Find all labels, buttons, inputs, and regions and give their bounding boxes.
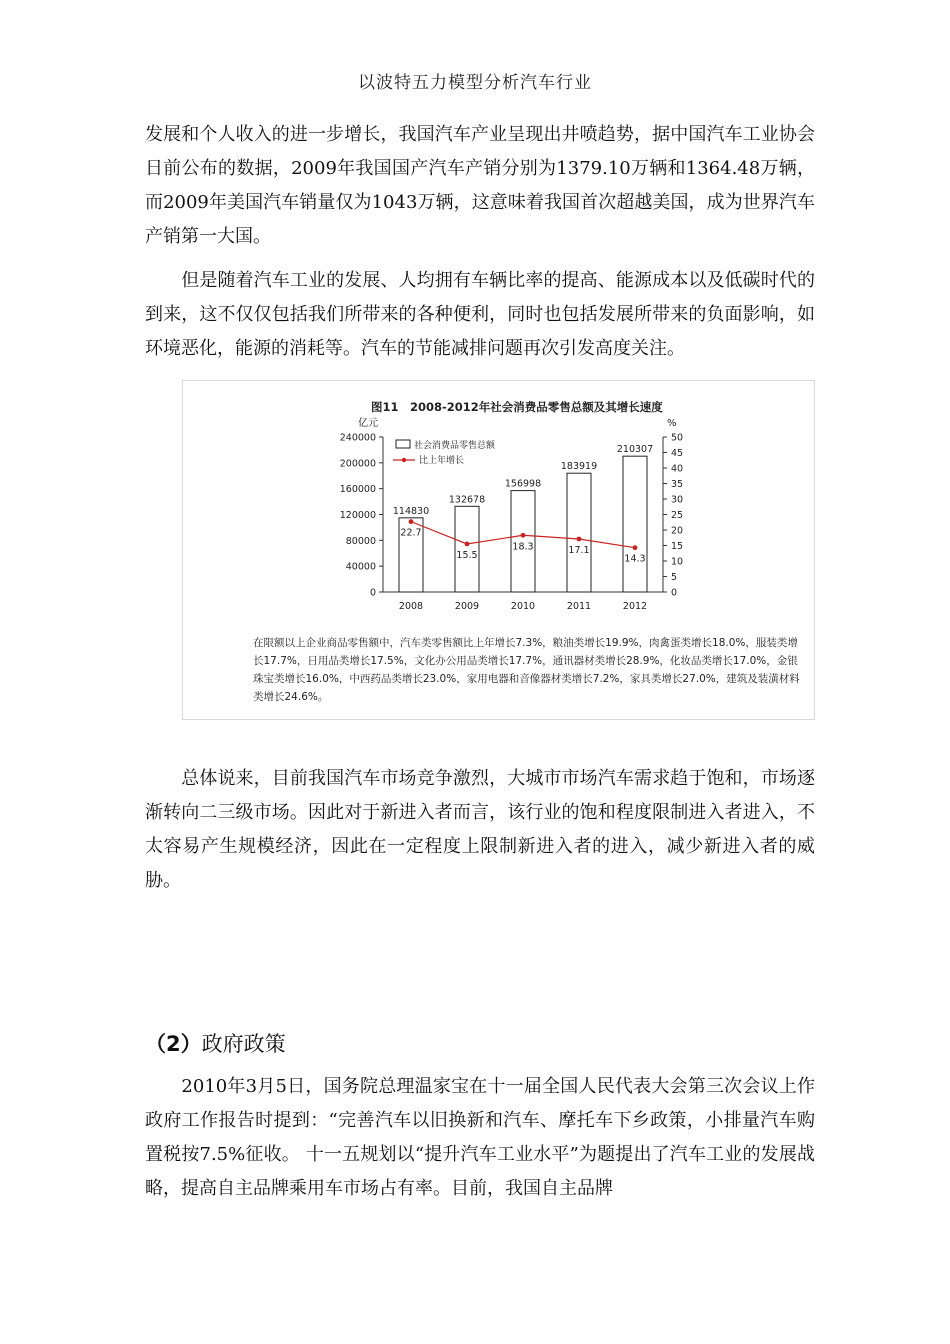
growth-point <box>409 519 414 524</box>
section-heading <box>145 1028 286 1058</box>
section-title: 政府政策 <box>201 1032 286 1056</box>
growth-data-label: 15.5 <box>456 549 478 561</box>
y-tick-label: 80000 <box>345 535 376 547</box>
bar-data-label: 114830 <box>392 505 430 517</box>
y-axis-label: 亿元 <box>358 418 378 429</box>
y-tick-label: 40000 <box>345 561 376 573</box>
section-number: （2） <box>145 1032 202 1056</box>
paragraph-4: 2010年3月5日，国务院总理温家宝在十一届全国人民代表大会第三次会议上作政府工作报告时提到：“完善汽车以旧换新和汽车、摩托车下乡政策，小排量汽车购置税按7.5%征收。 十一五规划以“提升汽车工业水平”为题提出了汽车工业的发展战略，提高自主品牌乘用车市场占有率。目前，我国自主品牌 <box>145 1076 815 1199</box>
chart-note: 在限额以上企业商品零售额中，汽车类零售额比上年增长7.3%，粮油类增长19.9%，肉禽蛋类增长18.0%，服装类增长17.7%，日用品类增长17.5%，文化办公用品类增长17.7%，通讯器材类增长28.9%，化妆品类增长17.0%，金银珠宝类增长16.0%，中西药品类增长23.0%，家用电器和音像器材类增长7.2%，家具类增长27.0%，建筑及装潢材料类增长24.6%。 <box>253 637 800 703</box>
paragraph-1: 发展和个人收入的进一步增长，我国汽车产业呈现出井喷趋势，据中国汽车工业协会日前公布的数据，2009年我国国产汽车产销分别为1379.10万辆和1364.48万辆，而2009年美国汽车销量仅为1043万辆，这意味着我国首次超越美国，成为世界汽车产销第一大国。 <box>145 124 815 247</box>
x-tick-label: 2009 <box>454 601 480 612</box>
bar <box>567 473 591 592</box>
x-tick-label: 2010 <box>510 601 536 612</box>
y2-tick-label: 0 <box>671 587 678 599</box>
y2-tick-label: 15 <box>671 541 684 552</box>
bar-data-label: 183919 <box>560 461 598 473</box>
y2-tick-label: 5 <box>671 572 678 583</box>
x-tick-label: 2012 <box>622 601 648 612</box>
bar-data-label: 210307 <box>616 444 654 456</box>
growth-point <box>633 545 638 550</box>
y2-tick-label: 50 <box>671 432 684 444</box>
y-tick-label: 0 <box>369 587 376 599</box>
y2-axis-label: % <box>667 418 677 429</box>
growth-point <box>521 533 526 538</box>
y-tick-label: 200000 <box>339 458 376 470</box>
chart-title: 图11 2008-2012年社会消费品零售总额及其增长速度 <box>371 400 663 414</box>
y2-tick-label: 10 <box>671 556 684 568</box>
y2-tick-label: 45 <box>671 448 684 459</box>
bar-data-label: 132678 <box>448 494 486 506</box>
x-tick-label: 2011 <box>566 601 592 612</box>
growth-data-label: 22.7 <box>400 527 422 539</box>
y-tick-label: 120000 <box>339 510 376 521</box>
legend-line-label: 比上年增长 <box>419 456 465 466</box>
legend-line-marker <box>402 458 406 462</box>
x-tick-label: 2008 <box>398 601 424 612</box>
y2-tick-label: 40 <box>671 463 684 475</box>
chart-svg <box>183 381 814 631</box>
bar-data-label: 156998 <box>504 478 542 490</box>
growth-point <box>577 537 582 542</box>
bar <box>623 456 647 592</box>
legend-bar-swatch <box>396 440 410 448</box>
page-header: 以波特五力模型分析汽车行业 <box>358 73 592 93</box>
legend-bar-label: 社会消费品零售总额 <box>414 441 496 451</box>
chart-figure <box>182 380 815 720</box>
y2-tick-label: 25 <box>671 510 684 521</box>
growth-data-label: 18.3 <box>512 541 534 553</box>
growth-point <box>465 542 470 547</box>
y2-tick-label: 35 <box>671 479 684 490</box>
y-tick-label: 160000 <box>339 484 376 496</box>
paragraph-3: 总体说来，目前我国汽车市场竞争激烈，大城市市场汽车需求趋于饱和，市场逐渐转向二三级市场。因此对于新进入者而言，该行业的饱和程度限制进入者进入，不太容易产生规模经济，因此在一定程度上限制新进入者的进入，减少新进入者的威胁。 <box>145 768 815 891</box>
y2-tick-label: 30 <box>671 494 684 506</box>
y-tick-label: 240000 <box>339 432 376 444</box>
growth-data-label: 17.1 <box>568 544 590 556</box>
y2-tick-label: 20 <box>671 525 684 537</box>
growth-data-label: 14.3 <box>624 553 646 565</box>
paragraph-2: 但是随着汽车工业的发展、人均拥有车辆比率的提高、能源成本以及低碳时代的到来，这不仅仅包括我们所带来的各种便利，同时也包括发展所带来的负面影响，如环境恶化，能源的消耗等。汽车的节能减排问题再次引发高度关注。 <box>145 270 815 359</box>
